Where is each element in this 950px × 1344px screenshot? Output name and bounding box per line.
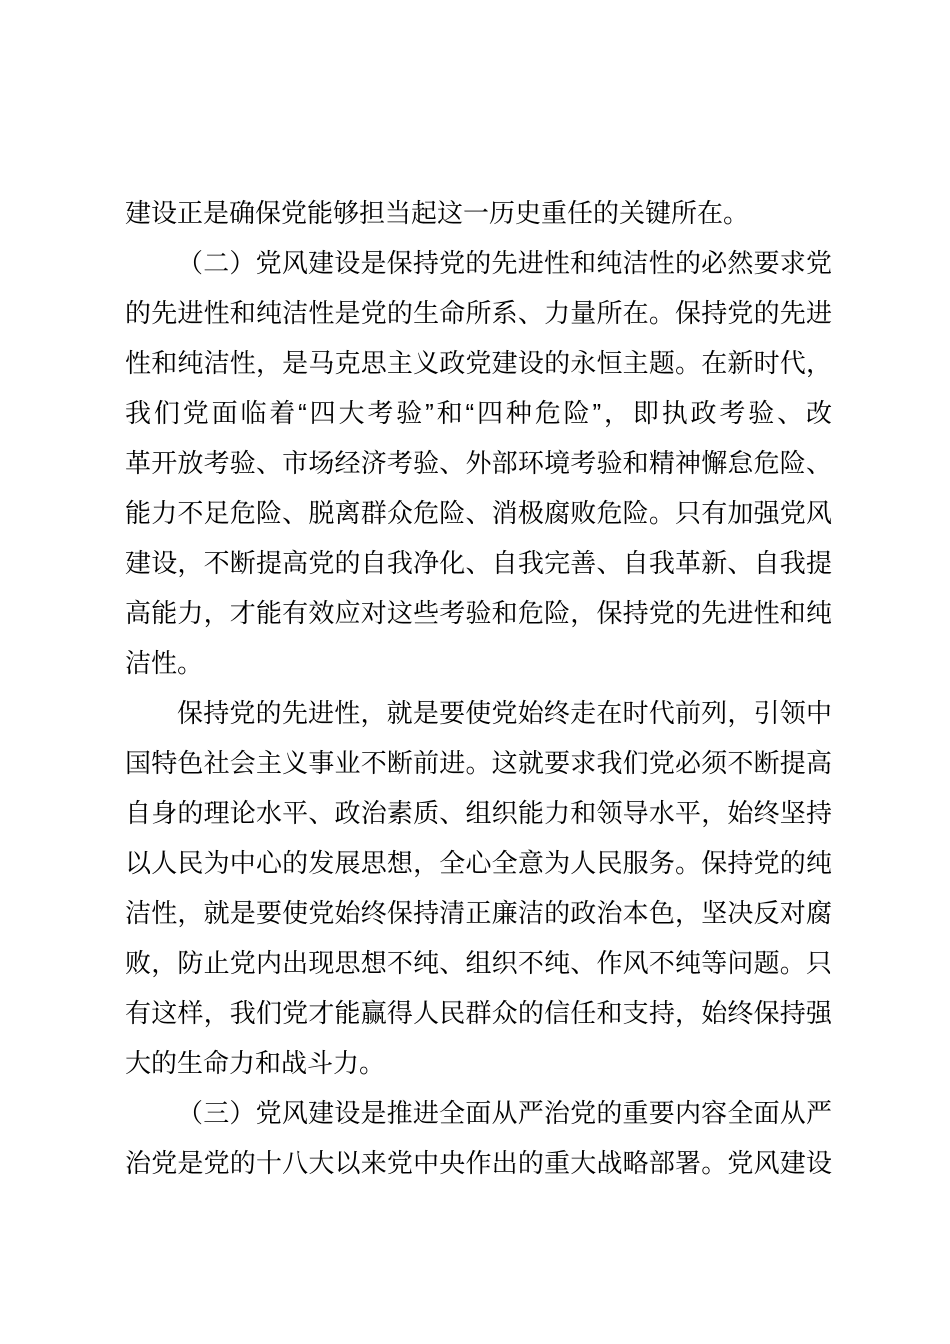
text-line: 高能力，才能有效应对这些考验和危险，保持党的先进性和纯 — [125, 598, 832, 628]
text-line: 洁性，就是要使党始终保持清正廉洁的政治本色，坚决反对腐 — [125, 898, 832, 928]
text-line: 治党是党的十八大以来党中央作出的重大战略部署。党风建设 — [125, 1148, 832, 1178]
text-line: 能力不足危险、脱离群众危险、消极腐败危险。只有加强党风 — [125, 498, 832, 528]
text-line-paragraph-start: 保持党的先进性，就是要使党始终走在时代前列，引领中 — [177, 698, 832, 728]
document-text-block — [125, 188, 832, 1188]
text-line: 以人民为中心的发展思想，全心全意为人民服务。保持党的纯 — [125, 848, 832, 878]
text-line-paragraph-end: 大的生命力和战斗力。 — [125, 1048, 386, 1078]
text-line: 革开放考验、市场经济考验、外部环境考验和精神懈怠危险、 — [125, 448, 832, 478]
text-line: 建设正是确保党能够担当起这一历史重任的关键所在。 — [125, 198, 750, 228]
text-line: 的先进性和纯洁性是党的生命所系、力量所在。保持党的先进 — [125, 298, 832, 328]
text-line: 我们党面临着“四大考验”和“四种危险”，即执政考验、改 — [125, 398, 832, 428]
text-line: 败，防止党内出现思想不纯、组织不纯、作风不纯等问题。只 — [125, 948, 832, 978]
text-line-paragraph-start: （二）党风建设是保持党的先进性和纯洁性的必然要求党 — [177, 248, 832, 278]
text-line-paragraph-start: （三）党风建设是推进全面从严治党的重要内容全面从严 — [177, 1098, 832, 1128]
text-line: 自身的理论水平、政治素质、组织能力和领导水平，始终坚持 — [125, 798, 832, 828]
text-line: 建设，不断提高党的自我净化、自我完善、自我革新、自我提 — [125, 548, 832, 578]
text-line: 性和纯洁性，是马克思主义政党建设的永恒主题。在新时代， — [125, 348, 832, 378]
text-line-paragraph-end: 洁性。 — [125, 648, 204, 678]
text-line: 有这样，我们党才能赢得人民群众的信任和支持，始终保持强 — [125, 998, 832, 1028]
text-line: 国特色社会主义事业不断前进。这就要求我们党必须不断提高 — [125, 748, 832, 778]
